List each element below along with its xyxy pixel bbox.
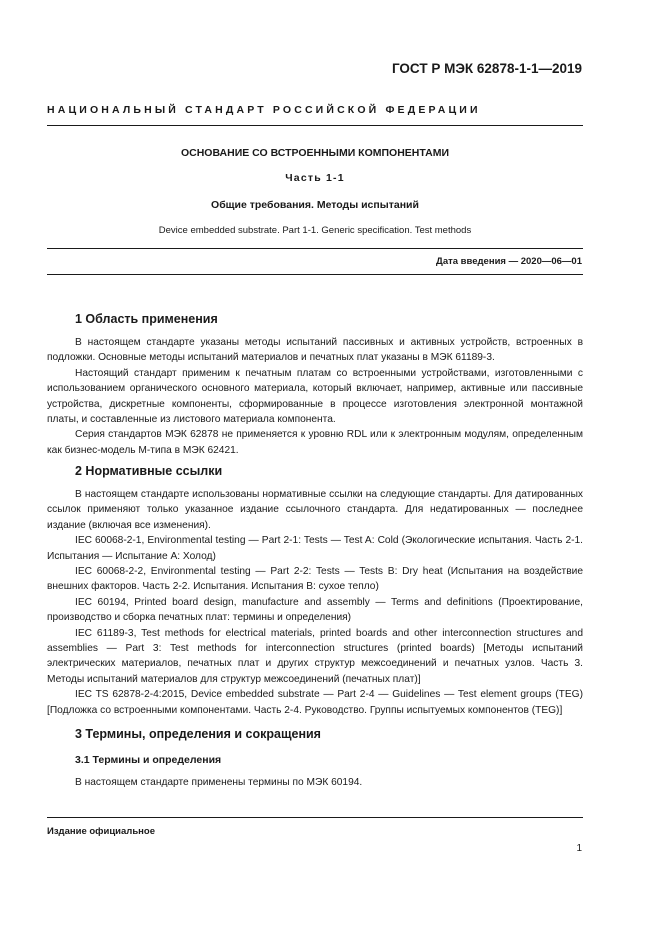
- national-standard-banner: НАЦИОНАЛЬНЫЙ СТАНДАРТ РОССИЙСКОЙ ФЕДЕРАЦИИ: [47, 104, 481, 116]
- section-1-body: [47, 335, 583, 458]
- document-title: ОСНОВАНИЕ СО ВСТРОЕННЫМИ КОМПОНЕНТАМИ: [180, 147, 450, 159]
- reference-item: IEC 61189-3, Test methods for electrical materials, printed boards and other interconnection structures and assemblies — Part 3: Test methods for interconnection structures (printed boards) [Методы испытаний электрических материалов, печатных плат и других структур межсоединений и печатных узлов. Часть 3. Методы испытаний материалов для структур межсоединений (печатных плат)]: [47, 627, 583, 685]
- subsection-3-1-heading: 3.1 Термины и определения: [75, 754, 222, 766]
- section-2-heading: 2 Нормативные ссылки: [75, 464, 223, 478]
- paragraph: Серия стандартов МЭК 62878 не применяется к уровню RDL или к электронным модулям, определенным как бизнес-модель М-типа в МЭК 62421.: [47, 429, 583, 456]
- introduction-date: Дата введения — 2020—06—01: [436, 256, 582, 267]
- footer-rule: [47, 817, 583, 818]
- paragraph: В настоящем стандарте указаны методы испытаний пассивных и активных устройств, встроенных в подложки. Основные методы испытаний материалов и печатных плат указаны в МЭК 61189-3.: [47, 337, 583, 364]
- reference-item: IEC 60068-2-2, Environmental testing — Part 2-2: Tests — Tests B: Dry heat (Испытания на воздействие внешних факторов. Часть 2-2. Испытания. Испытания В: сухое тепло): [47, 566, 583, 593]
- title-rule: [47, 248, 583, 249]
- standard-code: ГОСТ Р МЭК 62878-1-1—2019: [391, 61, 582, 76]
- page-number: 1: [576, 843, 582, 854]
- section-3-heading: 3 Термины, определения и сокращения: [75, 727, 321, 741]
- reference-item: IEC TS 62878-2-4:2015, Device embedded substrate — Part 2-4 — Guidelines — Test element groups (TEG) [Подложка со встроенными компонентами. Часть 2-4. Руководство. Группы испытуемых компонентов (TEG)]: [47, 689, 583, 716]
- english-title: Device embedded substrate. Part 1-1. Generic specification. Test methods: [158, 225, 472, 236]
- document-subtitle: Общие требования. Методы испытаний: [211, 199, 419, 211]
- paragraph: Настоящий стандарт применим к печатным платам со встроенными устройствами, изготовленными с использованием органического основного материала, который включает, например, активные или пассивные устройства, дискретные компоненты, сформированные в процессе изготовления электронной монтажной платы, и составленные из листового материала компонента.: [47, 367, 583, 426]
- paragraph: В настоящем стандарте применены термины по МЭК 60194.: [75, 777, 363, 788]
- header-rule: [47, 125, 583, 126]
- reference-item: IEC 60194, Printed board design, manufacture and assembly — Terms and definitions (Проектирование, производство и сборка печатных плат: термины и определения): [47, 596, 583, 624]
- paragraph: В настоящем стандарте использованы нормативные ссылки на следующие стандарты. Для датированных ссылок применяют только указанное издание ссылочного стандарта. Для недатированных — последнее издание (включая все изменения).: [47, 489, 583, 531]
- section-2-body: [47, 487, 583, 718]
- section-3-body: [47, 775, 583, 790]
- document-part: Часть 1-1: [285, 172, 345, 184]
- official-edition-label: Издание официальное: [47, 826, 155, 837]
- section-1-heading: 1 Область применения: [75, 312, 218, 326]
- date-rule: [47, 274, 583, 275]
- reference-item: IEC 60068-2-1, Environmental testing — Part 2-1: Tests — Test A: Cold (Экологические испытания. Часть 2-1. Испытания — Испытание А: Холод): [47, 535, 583, 562]
